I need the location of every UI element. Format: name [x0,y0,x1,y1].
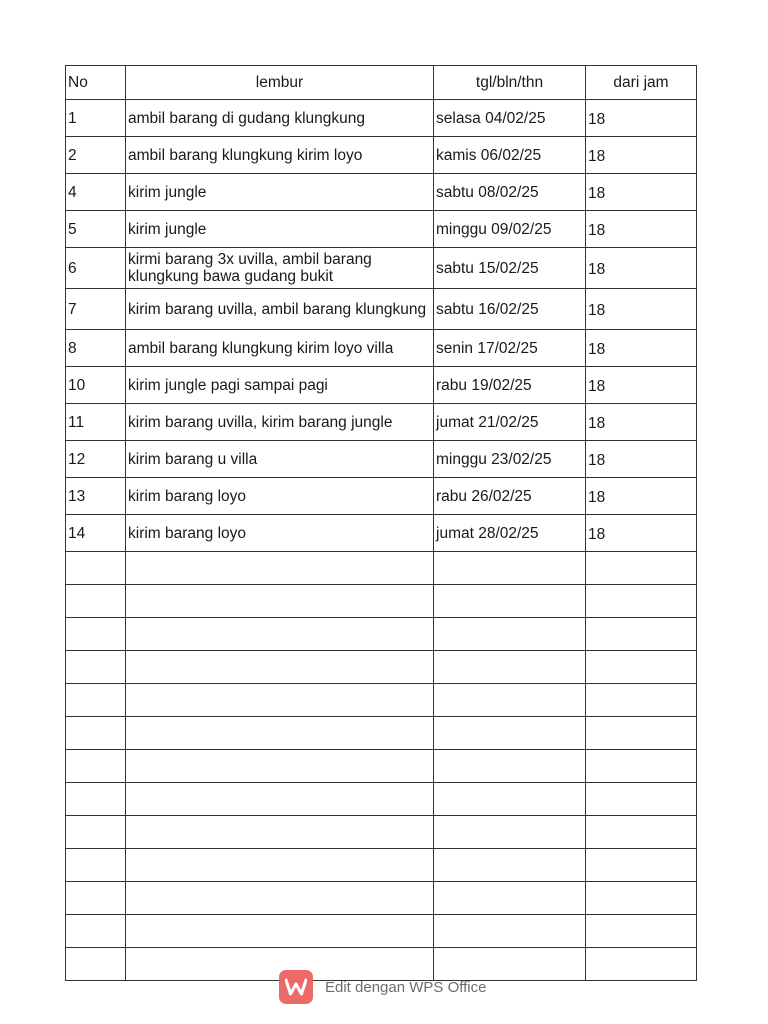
empty-cell [66,684,126,717]
empty-cell [586,684,697,717]
header-no: No [66,66,126,100]
cell-lembur: ambil barang klungkung kirim loyo villa [126,330,434,367]
empty-cell [66,783,126,816]
empty-cell [434,618,586,651]
cell-jam: 18 [586,478,697,515]
empty-cell [586,816,697,849]
cell-no: 6 [66,248,126,289]
cell-lembur: kirim barang uvilla, ambil barang klungkung [126,289,434,330]
cell-jam: 18 [586,174,697,211]
empty-cell [586,750,697,783]
cell-tanggal: senin 17/02/25 [434,330,586,367]
empty-cell [586,948,697,981]
cell-no: 12 [66,441,126,478]
empty-cell [586,717,697,750]
empty-row [66,684,697,717]
cell-no: 5 [66,211,126,248]
header-row [66,66,697,100]
empty-cell [66,618,126,651]
cell-tanggal: kamis 06/02/25 [434,137,586,174]
cell-no: 10 [66,367,126,404]
cell-no: 4 [66,174,126,211]
table-row [66,330,697,367]
cell-tanggal: jumat 28/02/25 [434,515,586,552]
table-row [66,478,697,515]
empty-row [66,552,697,585]
cell-tanggal: jumat 21/02/25 [434,404,586,441]
empty-cell [586,618,697,651]
empty-cell [126,618,434,651]
table-row [66,515,697,552]
empty-cell [434,882,586,915]
empty-cell [126,717,434,750]
cell-lembur: kirim barang uvilla, kirim barang jungle [126,404,434,441]
cell-jam: 18 [586,441,697,478]
table-row [66,211,697,248]
cell-lembur: kirim jungle [126,174,434,211]
cell-tanggal: sabtu 16/02/25 [434,289,586,330]
empty-cell [434,816,586,849]
header-tanggal: tgl/bln/thn [434,66,586,100]
table-row [66,289,697,330]
cell-tanggal: rabu 26/02/25 [434,478,586,515]
empty-cell [126,552,434,585]
header-lembur: lembur [126,66,434,100]
cell-no: 14 [66,515,126,552]
cell-no: 8 [66,330,126,367]
table-body [66,100,697,981]
empty-cell [126,783,434,816]
empty-cell [434,552,586,585]
wps-logo-icon [279,970,313,1004]
empty-cell [66,585,126,618]
empty-cell [126,816,434,849]
empty-cell [434,651,586,684]
cell-lembur: ambil barang di gudang klungkung [126,100,434,137]
cell-lembur: kirim barang loyo [126,515,434,552]
cell-lembur: kirmi barang 3x uvilla, ambil barang klungkung bawa gudang bukit [126,248,434,289]
empty-cell [66,750,126,783]
empty-cell [586,849,697,882]
empty-cell [66,948,126,981]
cell-jam: 18 [586,330,697,367]
empty-row [66,783,697,816]
cell-tanggal: sabtu 15/02/25 [434,248,586,289]
table-row [66,174,697,211]
empty-cell [126,585,434,618]
empty-row [66,618,697,651]
cell-lembur: kirim jungle pagi sampai pagi [126,367,434,404]
cell-lembur: ambil barang klungkung kirim loyo [126,137,434,174]
empty-row [66,717,697,750]
empty-cell [434,717,586,750]
wps-edit-link[interactable] [279,970,486,1004]
cell-no: 7 [66,289,126,330]
cell-no: 2 [66,137,126,174]
cell-no: 13 [66,478,126,515]
table-row [66,367,697,404]
cell-jam: 18 [586,367,697,404]
empty-cell [434,750,586,783]
empty-row [66,651,697,684]
empty-cell [434,915,586,948]
table-row [66,100,697,137]
empty-cell [586,552,697,585]
empty-cell [126,882,434,915]
empty-cell [586,651,697,684]
empty-cell [586,915,697,948]
empty-cell [126,915,434,948]
table-row [66,137,697,174]
cell-jam: 18 [586,289,697,330]
empty-cell [434,684,586,717]
empty-cell [434,783,586,816]
empty-row [66,585,697,618]
empty-row [66,816,697,849]
empty-cell [66,552,126,585]
cell-tanggal: selasa 04/02/25 [434,100,586,137]
cell-jam: 18 [586,404,697,441]
empty-cell [66,849,126,882]
wps-edit-label: Edit dengan WPS Office [325,978,487,996]
empty-cell [66,651,126,684]
cell-no: 1 [66,100,126,137]
cell-tanggal: minggu 09/02/25 [434,211,586,248]
cell-jam: 18 [586,211,697,248]
empty-row [66,915,697,948]
empty-cell [66,882,126,915]
cell-jam: 18 [586,248,697,289]
empty-cell [126,849,434,882]
cell-jam: 18 [586,137,697,174]
empty-row [66,849,697,882]
overtime-table [65,65,697,981]
empty-cell [126,651,434,684]
cell-jam: 18 [586,100,697,137]
table-row [66,441,697,478]
cell-tanggal: rabu 19/02/25 [434,367,586,404]
empty-cell [66,915,126,948]
empty-cell [66,816,126,849]
header-jam: dari jam [586,66,697,100]
empty-row [66,882,697,915]
cell-lembur: kirim barang loyo [126,478,434,515]
empty-cell [126,684,434,717]
empty-cell [434,585,586,618]
empty-cell [126,750,434,783]
cell-lembur: kirim jungle [126,211,434,248]
empty-cell [586,783,697,816]
empty-cell [586,585,697,618]
empty-cell [66,717,126,750]
empty-row [66,750,697,783]
table-row [66,248,697,289]
cell-tanggal: sabtu 08/02/25 [434,174,586,211]
cell-tanggal: minggu 23/02/25 [434,441,586,478]
cell-jam: 18 [586,515,697,552]
empty-cell [586,882,697,915]
table-row [66,404,697,441]
cell-no: 11 [66,404,126,441]
empty-cell [434,849,586,882]
cell-lembur: kirim barang u villa [126,441,434,478]
